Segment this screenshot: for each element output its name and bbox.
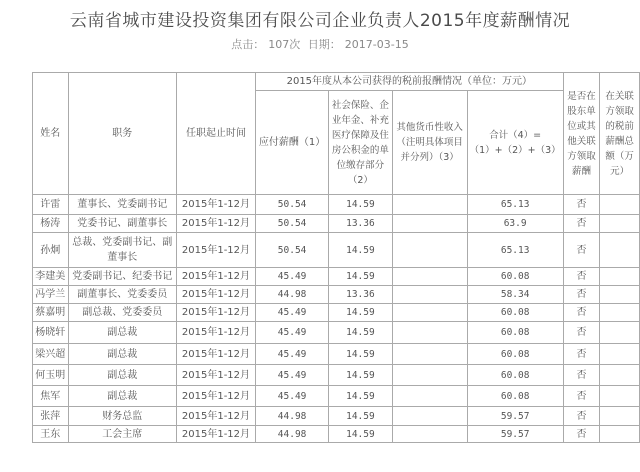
cell-pay: 45.49 (255, 268, 328, 286)
cell-insurance: 14.59 (329, 365, 392, 386)
cell-related (600, 407, 640, 426)
cell-position: 副董事长、党委委员 (68, 286, 176, 304)
cell-shareholder: 否 (563, 322, 600, 344)
cell-total: 60.08 (467, 344, 563, 365)
cell-term: 2015年1-12月 (176, 195, 255, 215)
header-name: 姓名 (33, 73, 69, 195)
table-row (33, 233, 640, 268)
cell-term: 2015年1-12月 (176, 322, 255, 344)
cell-total: 60.08 (467, 268, 563, 286)
cell-pay: 44.98 (255, 286, 328, 304)
cell-other (392, 286, 467, 304)
cell-total: 59.57 (467, 407, 563, 426)
cell-total: 60.08 (467, 304, 563, 322)
cell-other (392, 268, 467, 286)
cell-term: 2015年1-12月 (176, 426, 255, 443)
cell-pay: 45.49 (255, 365, 328, 386)
cell-name: 梁兴超 (33, 344, 69, 365)
header-other: 其他货币性收入（注明具体项目并分列）（3） (392, 91, 467, 195)
table-row (33, 304, 640, 322)
cell-position: 副总裁、党委委员 (68, 304, 176, 322)
header-shareholder-pay: 是否在股东单位或其他关联方领取薪酬 (563, 73, 600, 195)
table-row (33, 426, 640, 443)
cell-pay: 45.49 (255, 386, 328, 407)
cell-insurance: 14.59 (329, 322, 392, 344)
cell-total: 58.34 (467, 286, 563, 304)
cell-total: 60.08 (467, 365, 563, 386)
cell-insurance: 14.59 (329, 195, 392, 215)
cell-term: 2015年1-12月 (176, 344, 255, 365)
cell-name: 李建美 (33, 268, 69, 286)
cell-position: 副总裁 (68, 365, 176, 386)
article-meta (0, 36, 640, 52)
header-total: 合计（4）=（1）+（2）+（3） (467, 91, 563, 195)
cell-total: 60.08 (467, 386, 563, 407)
header-term: 任职起止时间 (176, 73, 255, 195)
cell-pay: 50.54 (255, 233, 328, 268)
cell-shareholder: 否 (563, 386, 600, 407)
cell-pay: 44.98 (255, 407, 328, 426)
cell-term: 2015年1-12月 (176, 215, 255, 233)
table-row (33, 286, 640, 304)
cell-shareholder: 否 (563, 195, 600, 215)
publish-date: 2017-03-15 (344, 38, 409, 51)
cell-related (600, 286, 640, 304)
cell-term: 2015年1-12月 (176, 365, 255, 386)
cell-related (600, 365, 640, 386)
cell-other (392, 233, 467, 268)
cell-term: 2015年1-12月 (176, 286, 255, 304)
cell-other (392, 344, 467, 365)
table-row (33, 195, 640, 215)
cell-name: 何玉明 (33, 365, 69, 386)
cell-shareholder: 否 (563, 426, 600, 443)
cell-position: 副总裁 (68, 386, 176, 407)
cell-insurance: 13.36 (329, 215, 392, 233)
cell-shareholder: 否 (563, 407, 600, 426)
table-row (33, 386, 640, 407)
table-row (33, 344, 640, 365)
cell-insurance: 14.59 (329, 386, 392, 407)
cell-related (600, 426, 640, 443)
cell-other (392, 304, 467, 322)
cell-pay: 45.49 (255, 304, 328, 322)
cell-other (392, 407, 467, 426)
cell-name: 杨晓轩 (33, 322, 69, 344)
table-row (33, 268, 640, 286)
cell-total: 65.13 (467, 195, 563, 215)
cell-insurance: 13.36 (329, 286, 392, 304)
cell-related (600, 215, 640, 233)
table-row (33, 215, 640, 233)
cell-position: 副总裁 (68, 344, 176, 365)
cell-shareholder: 否 (563, 215, 600, 233)
cell-name: 张萍 (33, 407, 69, 426)
cell-term: 2015年1-12月 (176, 407, 255, 426)
clicks-label: 点击： (231, 38, 265, 51)
cell-shareholder: 否 (563, 344, 600, 365)
cell-term: 2015年1-12月 (176, 386, 255, 407)
cell-position: 党委书记、副董事长 (68, 215, 176, 233)
header-pay: 应付薪酬（1） (255, 91, 328, 195)
header-related-pay: 在关联方领取的税前薪酬总额（万元） (600, 73, 640, 195)
cell-name: 蔡嘉明 (33, 304, 69, 322)
header-position: 职务 (68, 73, 176, 195)
cell-insurance: 14.59 (329, 304, 392, 322)
cell-shareholder: 否 (563, 365, 600, 386)
cell-insurance: 14.59 (329, 233, 392, 268)
cell-name: 杨涛 (33, 215, 69, 233)
cell-pay: 45.49 (255, 344, 328, 365)
cell-other (392, 322, 467, 344)
clicks-count: 107次 (268, 38, 301, 51)
cell-related (600, 268, 640, 286)
cell-pay: 50.54 (255, 195, 328, 215)
header-row-1 (33, 73, 640, 91)
table-row (33, 407, 640, 426)
date-label: 日期： (307, 38, 341, 51)
header-group: 2015年度从本公司获得的税前报酬情况（单位：万元） (255, 73, 563, 91)
cell-shareholder: 否 (563, 304, 600, 322)
cell-shareholder: 否 (563, 286, 600, 304)
cell-term: 2015年1-12月 (176, 304, 255, 322)
cell-term: 2015年1-12月 (176, 233, 255, 268)
cell-related (600, 386, 640, 407)
cell-insurance: 14.59 (329, 344, 392, 365)
cell-total: 59.57 (467, 426, 563, 443)
cell-total: 63.9 (467, 215, 563, 233)
cell-related (600, 195, 640, 215)
cell-other (392, 426, 467, 443)
cell-name: 许雷 (33, 195, 69, 215)
cell-related (600, 233, 640, 268)
cell-related (600, 344, 640, 365)
cell-term: 2015年1-12月 (176, 268, 255, 286)
cell-other (392, 365, 467, 386)
cell-name: 孙炯 (33, 233, 69, 268)
cell-position: 总裁、党委副书记、副董事长 (68, 233, 176, 268)
cell-other (392, 195, 467, 215)
cell-pay: 44.98 (255, 426, 328, 443)
cell-pay: 45.49 (255, 322, 328, 344)
cell-name: 焦军 (33, 386, 69, 407)
cell-other (392, 386, 467, 407)
cell-position: 财务总监 (68, 407, 176, 426)
page-title: 云南省城市建设投资集团有限公司企业负责人2015年度薪酬情况 (69, 11, 571, 31)
cell-shareholder: 否 (563, 268, 600, 286)
cell-insurance: 14.59 (329, 407, 392, 426)
cell-insurance: 14.59 (329, 268, 392, 286)
cell-pay: 50.54 (255, 215, 328, 233)
table-row (33, 322, 640, 344)
cell-position: 董事长、党委副书记 (68, 195, 176, 215)
cell-name: 王东 (33, 426, 69, 443)
table-row (33, 365, 640, 386)
cell-insurance: 14.59 (329, 426, 392, 443)
header-insurance: 社会保险、企业年金、补充医疗保障及住房公积金的单位缴存部分（2） (329, 91, 392, 195)
cell-position: 副总裁 (68, 322, 176, 344)
cell-other (392, 215, 467, 233)
cell-total: 65.13 (467, 233, 563, 268)
salary-table (32, 72, 640, 443)
cell-position: 党委副书记、纪委书记 (68, 268, 176, 286)
cell-related (600, 322, 640, 344)
cell-total: 60.08 (467, 322, 563, 344)
cell-name: 冯学兰 (33, 286, 69, 304)
cell-shareholder: 否 (563, 233, 600, 268)
cell-related (600, 304, 640, 322)
cell-position: 工会主席 (68, 426, 176, 443)
